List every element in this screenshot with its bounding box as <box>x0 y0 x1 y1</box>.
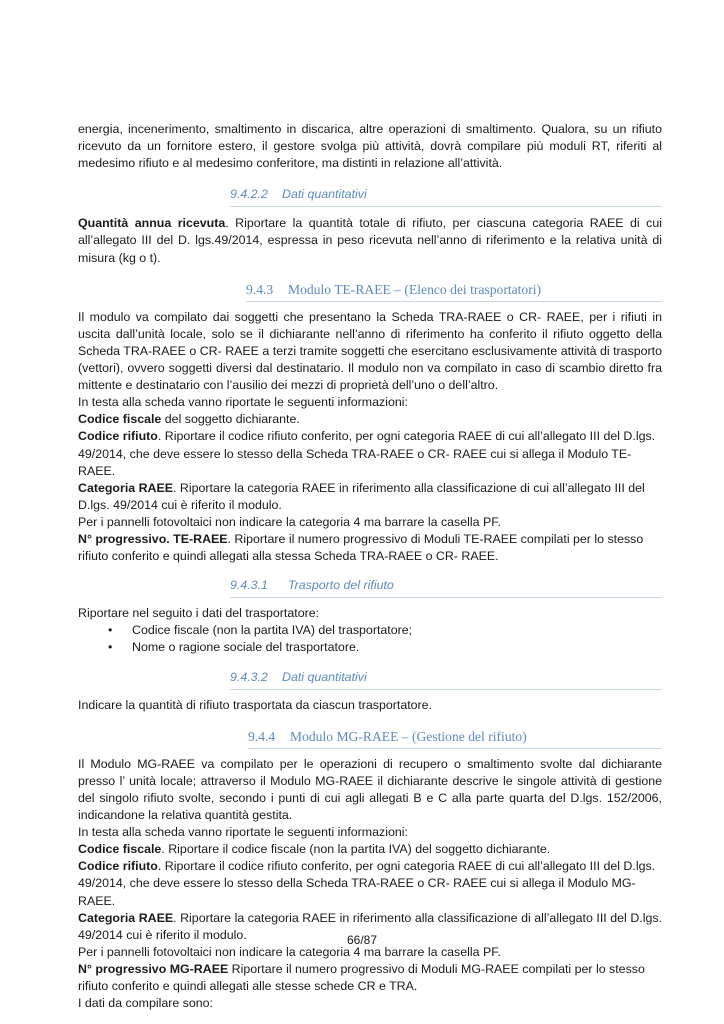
paragraph-text: . Riportare la quantità totale di rifiuto, per ciascuna categoria RAEE di cui all’allegato III del D. lgs.49/2014, espressa in peso ricevuta nell’anno di riferimento e la relativa unità di misura (kg o t). <box>78 216 662 265</box>
field-text: Per i pannelli fotovoltaici non indicare la categoria 4 ma barrare la casella PF. <box>78 514 501 529</box>
heading-number: 9.4.3 <box>246 281 274 297</box>
intro-paragraph: energia, incenerimento, smaltimento in discarica, altre operazioni di smaltimento. Qualora, su un rifiuto ricevuto da un fornitore estero, il gestore svolga più attività, dovrà compilare più moduli RT, riferiti al medesimo rifiuto e al medesimo conferitore, ma distinti in relazione all’attività. <box>78 122 662 171</box>
field-text: . Riportare la categoria RAEE in riferimento alla classificazione di cui all’allegato III del D.lgs. 49/2014 cui è riferito il modulo. <box>78 480 645 512</box>
bold-term: Codice fiscale <box>78 842 162 857</box>
field-text: . Riportare il codice fiscale (non la partita IVA) del soggetto dichiarante. <box>161 842 551 857</box>
page-number: 66/87 <box>346 933 378 947</box>
bold-term: Categoria RAEE <box>78 480 174 495</box>
heading-number: 9.4.2.2 <box>230 187 268 202</box>
mg-raee-closing-line: I dati da compilare sono: <box>78 996 213 1011</box>
heading-number: 9.4.4 <box>248 728 276 744</box>
heading-9-4-3-1 <box>230 577 662 598</box>
quantita-trasportata-paragraph: Indicare la quantità di rifiuto trasportata da ciascun trasportatore. <box>78 697 433 712</box>
mg-raee-field-codice-rifiuto <box>78 858 662 909</box>
heading-title: Trasporto del rifiuto <box>288 578 394 593</box>
heading-9-4-2-2 <box>230 186 662 207</box>
field-text: . Riportare il codice rifiuto conferito, per ogni categoria RAEE di cui all’allegato III del D.lgs. 49/2014, che deve essere lo stesso della Scheda TRA-RAEE o CR- RAEE cui si allega il Modulo MG-RAEE. <box>78 859 656 908</box>
field-text: . Riportare il numero progressivo di Moduli TE-RAEE compilati per lo stesso rifiuto conferito e quindi allegati alla stessa Scheda TRA-RAEE o CR- RAEE. <box>78 531 644 564</box>
te-raee-field-categoria <box>78 480 662 514</box>
te-raee-intro-line: In testa alla scheda vanno riportate le seguenti informazioni: <box>78 395 408 410</box>
heading-number: 9.4.3.1 <box>230 578 268 593</box>
document-page <box>78 121 662 1012</box>
field-text: del soggetto dichiarante. <box>161 412 300 427</box>
heading-title: Dati quantitativi <box>282 669 367 684</box>
mg-raee-intro-line: In testa alla scheda vanno riportate le seguenti informazioni: <box>78 825 408 840</box>
heading-number: 9.4.3.2 <box>230 669 268 684</box>
heading-title: Dati quantitativi <box>282 187 367 202</box>
bold-term: Categoria RAEE <box>78 910 174 925</box>
quantita-annua-paragraph <box>78 215 662 266</box>
te-raee-field-codice-rifiuto <box>78 428 662 479</box>
field-text: Per i pannelli fotovoltaici non indicare la categoria 4 ma barrare la casella PF. <box>78 944 501 959</box>
bold-term: Codice rifiuto <box>78 859 158 874</box>
heading-title: Modulo TE-RAEE – (Elenco dei trasportatori) <box>288 281 542 297</box>
heading-9-4-4 <box>248 728 662 749</box>
te-raee-paragraph: Il modulo va compilato dai soggetti che presentano la Scheda TRA-RAEE o CR- RAEE, per i rifiuti in uscita dall’unità locale, solo se il dichiarante nell’anno di riferimento ha conferito il rifiuto oggetto della Scheda TRA-RAEE o CR- RAEE a terzi tramite soggetti che esercitano esclusivamente attività di trasporto (vettori), ovvero soggetti diversi dal destinatario. Il modulo non va compilato in caso di scambio diretto fra mittente e destinatario con l’ausilio dei mezzi di proprietà dell’uno o dell’altro. <box>78 309 662 393</box>
bold-term: N° progressivo. TE-RAEE <box>78 531 228 546</box>
field-text: . Riportare la categoria RAEE in riferimento alla classificazione di all’allegato III del D.lgs. 49/2014 cui è riferito il modulo. <box>78 910 662 942</box>
bold-term: Codice fiscale <box>78 412 162 427</box>
te-raee-field-codice-fiscale <box>78 411 662 428</box>
field-text: . Riportare il codice rifiuto conferito, per ogni categoria RAEE di cui all’allegato III del D.lgs. 49/2014, che deve essere lo stesso della Scheda TRA-RAEE o CR- RAEE cui si allega il Modulo TE-RAEE. <box>78 429 656 478</box>
mg-raee-paragraph: Il Modulo MG-RAEE va compilato per le operazioni di recupero o smaltimento svolte dal dichiarante presso l’ unità locale; attraverso il Modulo MG-RAEE il dichiarante descrive le singole attività di gestione del singolo rifiuto svolte, secondo i punti di cui agli allegati B e C alla parte quarta del D.lgs. 152/2006, indicandone la relativa quantità gestita. <box>78 756 662 823</box>
heading-title: Modulo MG-RAEE – (Gestione del rifiuto) <box>290 728 527 744</box>
bullet-item: • Nome o ragione sociale del trasportatore. <box>108 639 662 656</box>
bullet-item: • Codice fiscale (non la partita IVA) del trasportatore; <box>108 622 662 639</box>
bold-term: N° progressivo MG-RAEE <box>78 961 229 976</box>
te-raee-field-progressivo <box>78 531 662 565</box>
trasporto-intro-line: Riportare nel seguito i dati del trasportatore: <box>78 606 320 621</box>
heading-9-4-3 <box>246 281 662 302</box>
te-raee-field-pannelli <box>78 514 662 531</box>
bold-term: Quantità annua ricevuta <box>78 216 226 231</box>
trasporto-bullet-list <box>78 622 662 656</box>
heading-9-4-3-2 <box>230 669 662 690</box>
field-text: Riportare il numero progressivo di Moduli MG-RAEE compilati per lo stesso rifiuto conferito e quindi allegati alle stesse schede CR e TRA. <box>78 961 645 994</box>
bold-term: Codice rifiuto <box>78 429 158 444</box>
mg-raee-field-progressivo <box>78 961 662 995</box>
mg-raee-field-codice-fiscale <box>78 841 662 858</box>
